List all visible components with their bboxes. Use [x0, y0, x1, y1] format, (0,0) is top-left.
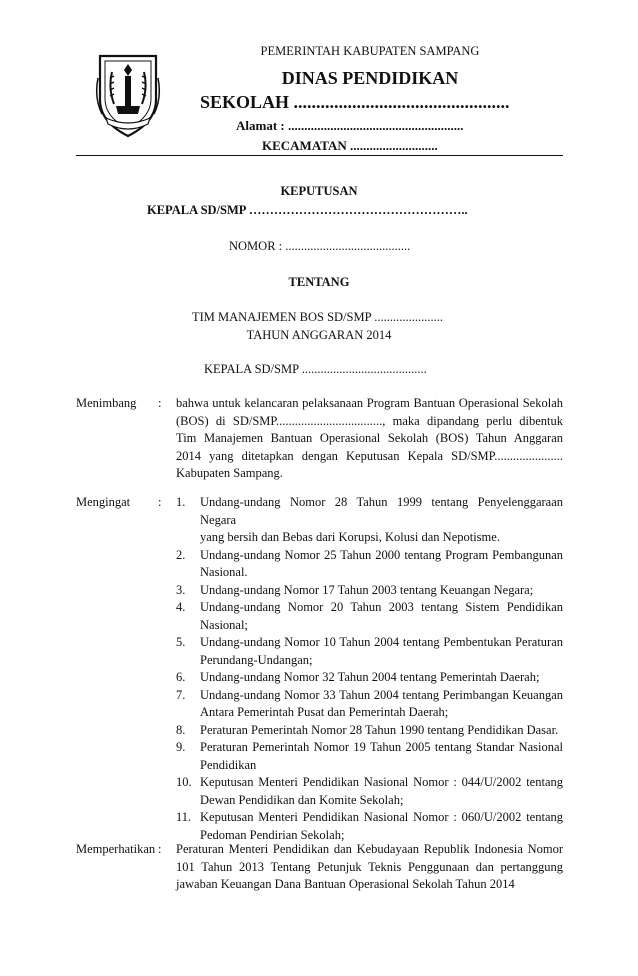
- memperhatikan-line: 101 Tahun 2013 Tentang Petunjuk Teknis Penggunaan dan pertanggung: [176, 859, 563, 874]
- mengingat-item-number: 2.: [176, 547, 186, 562]
- memperhatikan-text: [176, 841, 563, 894]
- mengingat-list: [176, 494, 563, 844]
- mengingat-item-line: Peraturan Pemerintah Nomor 28 Tahun 1990 tentang Pendidikan Dasar.: [200, 722, 559, 737]
- mengingat-item: [176, 547, 563, 582]
- menimbang-line: (BOS) di SD/SMP.................................., maka dipandang perlu dibentuk: [176, 413, 563, 428]
- mengingat-item-number: 6.: [176, 670, 186, 684]
- mengingat-item-line: Keputusan Menteri Pendidikan Nasional Nomor : 044/U/2002 tentang: [200, 775, 563, 789]
- header-department: DINAS PENDIDIKAN: [281, 68, 459, 88]
- mengingat-item-line: Undang-undang Nomor 10 Tahun 2004 tentang Pembentukan Peraturan: [200, 635, 563, 649]
- mengingat-item-line: Undang-undang Nomor 32 Tahun 2004 tentang Pemerintah Daerah;: [200, 670, 540, 684]
- mengingat-item-number: 7.: [176, 687, 186, 702]
- mengingat-item: [176, 494, 563, 547]
- mengingat-item: [176, 739, 563, 774]
- mengingat-item-number: 1.: [176, 495, 186, 509]
- menimbang-line: bahwa untuk kelancaran pelaksanaan Program Bantuan Operasional Sekolah: [176, 396, 563, 410]
- mengingat-item-number: 4.: [176, 600, 186, 614]
- menimbang-line: Kabupaten Sampang.: [176, 466, 283, 480]
- decree-year: TAHUN ANGGARAN 2014: [246, 328, 392, 342]
- decree-issuer: KEPALA SD/SMP ……………………………………………..: [147, 203, 468, 217]
- mengingat-item-line: Antara Pemerintah Pusat dan Pemerintah Daerah;: [200, 705, 449, 719]
- menimbang-text: [176, 395, 563, 483]
- header-school: SEKOLAH ................................................: [200, 92, 510, 112]
- decree-subject: TIM MANAJEMEN BOS SD/SMP ......................: [192, 310, 443, 324]
- mengingat-item-number: 8.: [176, 722, 186, 737]
- mengingat-item-line: yang bersih dan Bebas dari Korupsi, Kolusi dan Nepotisme.: [200, 530, 500, 544]
- header-district: KECAMATAN ...........................: [262, 138, 438, 153]
- mengingat-item-line: Peraturan Pemerintah Nomor 19 Tahun 2005 tentang Standar Nasional: [200, 740, 563, 754]
- memperhatikan-line: Peraturan Menteri Pendidikan dan Kebudayaan Republik Indonesia Nomor: [176, 842, 563, 856]
- regency-emblem-icon: [92, 48, 164, 140]
- mengingat-item-line: Nasional.: [200, 565, 248, 579]
- mengingat-item-line: Undang-undang Nomor 28 Tahun 1999 tentang Penyelenggaraan Negara: [200, 495, 563, 527]
- mengingat-item: [176, 687, 563, 722]
- mengingat-item-number: 11.: [176, 810, 192, 824]
- mengingat-item: [176, 599, 563, 634]
- mengingat-item-number: 3.: [176, 582, 186, 597]
- decree-title: KEPUTUSAN: [280, 184, 358, 198]
- mengingat-item: [176, 774, 563, 809]
- mengingat-item: [176, 669, 563, 687]
- mengingat-item-number: 9.: [176, 740, 186, 754]
- header-divider: [76, 155, 563, 156]
- mengingat-item-line: Undang-undang Nomor 33 Tahun 2004 tentang Perimbangan Keuangan: [200, 687, 563, 702]
- memperhatikan-label: Memperhatikan: [76, 842, 156, 856]
- mengingat-item-line: Undang-undang Nomor 20 Tahun 2003 tentang Sistem Pendidikan: [200, 600, 563, 614]
- decree-subject-heading: TENTANG: [288, 275, 350, 289]
- menimbang-colon: :: [158, 396, 162, 410]
- decree-authority: KEPALA SD/SMP ........................................: [204, 362, 427, 376]
- decree-number: NOMOR : ........................................: [229, 239, 411, 253]
- mengingat-item: [176, 582, 563, 600]
- memperhatikan-colon: :: [158, 842, 162, 856]
- mengingat-item-line: Undang-undang Nomor 25 Tahun 2000 tentang Program Pembangunan: [200, 547, 563, 562]
- mengingat-item-line: Undang-undang Nomor 17 Tahun 2003 tentang Keuangan Negara;: [200, 582, 534, 597]
- memperhatikan-line: jawaban Keuangan Dana Bantuan Operasional Sekolah Tahun 2014: [176, 877, 515, 891]
- mengingat-item: [176, 722, 563, 740]
- mengingat-item-line: Pendidikan: [200, 757, 257, 772]
- mengingat-item-line: Perundang-Undangan;: [200, 652, 313, 667]
- mengingat-item-number: 5.: [176, 635, 186, 649]
- mengingat-item: [176, 809, 563, 844]
- menimbang-line: 2014 yang ditetapkan dengan Keputusan Kepala SD/SMP......................: [176, 448, 563, 463]
- mengingat-colon: :: [158, 495, 162, 509]
- mengingat-label: Mengingat: [76, 495, 131, 509]
- menimbang-label: Menimbang: [76, 396, 137, 410]
- mengingat-item-line: Nasional;: [200, 617, 248, 632]
- mengingat-item: [176, 634, 563, 669]
- mengingat-item-line: Dewan Pendidikan dan Komite Sekolah;: [200, 792, 404, 807]
- header-address: Alamat : ......................................................: [236, 118, 464, 133]
- menimbang-line: Tim Manajemen Bantuan Operasional Sekolah (BOS) Tahun Anggaran: [176, 431, 563, 445]
- mengingat-item-line: Keputusan Menteri Pendidikan Nasional Nomor : 060/U/2002 tentang: [200, 810, 563, 824]
- mengingat-item-line: Pedoman Pendirian Sekolah;: [200, 827, 345, 842]
- header-government-name: PEMERINTAH KABUPATEN SAMPANG: [260, 44, 480, 58]
- mengingat-item-number: 10.: [176, 775, 192, 789]
